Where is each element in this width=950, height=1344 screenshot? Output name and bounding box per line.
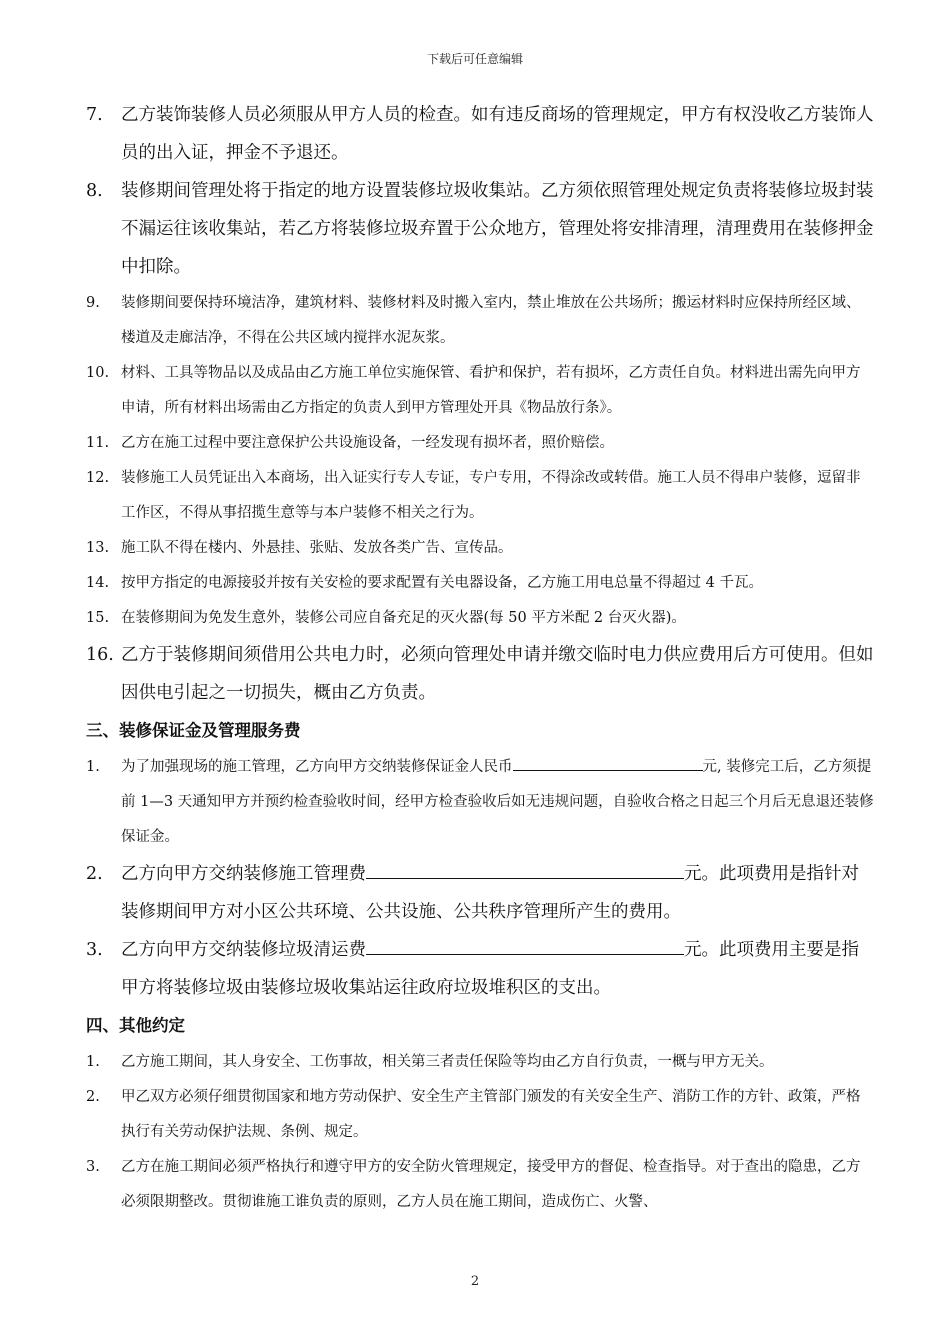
clause-number: 10. [86, 365, 110, 381]
clause-number: 3. [86, 1159, 100, 1175]
other-clause-1 [86, 1045, 874, 1080]
clause-text: 材料、工具等物品以及成品由乙方施工单位实施保管、看护和保护，若有损坏，乙方责任自负。材料进出需先向甲方申请，所有材料出场需由乙方指定的负责人到甲方管理处开具《物品放行条》。 [121, 365, 861, 416]
section-4-heading: 四、其他约定 [86, 1016, 185, 1035]
section-4-list [86, 1045, 874, 1220]
clause-number: 12. [86, 470, 110, 486]
clause-number: 14. [86, 575, 110, 591]
clause-text: 施工队不得在楼内、外悬挂、张贴、发放各类广告、宣传品。 [121, 540, 513, 556]
clause-12 [86, 461, 874, 531]
clause-text-after: 元。此项费用是指针对装修期间甲方对小区公共环境、公共设施、公共秩序管理所产生的费用。 [121, 864, 859, 922]
clause-list-part1 [86, 96, 874, 712]
clause-15 [86, 601, 874, 636]
clause-9 [86, 286, 874, 356]
clause-text-after: 元, 装修完工后，乙方须提前 1—3 天通知甲方并预约检查验收时间，经甲方检查验收后如无违规问题，自验收合格之日起三个月后无息退还装修保证金。 [121, 759, 874, 845]
clause-text-before: 乙方向甲方交纳装修施工管理费 [121, 864, 366, 884]
clause-number: 2. [86, 1089, 100, 1105]
section-3-heading: 三、装修保证金及管理服务费 [86, 721, 301, 740]
garbage-fee-blank[interactable] [366, 936, 684, 955]
clause-number: 13. [86, 540, 110, 556]
clause-text-before: 为了加强现场的施工管理，乙方向甲方交纳装修保证金人民币 [121, 759, 513, 775]
clause-number: 7. [86, 105, 103, 125]
clause-text [121, 931, 874, 1007]
clause-number: 9. [86, 295, 100, 311]
clause-text: 乙方装饰装修人员必须服从甲方人员的检查。如有违反商场的管理规定，甲方有权没收乙方装饰人员的出入证，押金不予退还。 [121, 105, 874, 163]
clause-text: 装修施工人员凭证出入本商场，出入证实行专人专证，专户专用，不得涂改或转借。施工人员不得串户装修，逗留非工作区，不得从事招揽生意等与本户装修不相关之行为。 [121, 470, 861, 521]
other-clause-3 [86, 1150, 874, 1220]
clause-text: 装修期间管理处将于指定的地方设置装修垃圾收集站。乙方须依照管理处规定负责将装修垃圾封装不漏运往该收集站，若乙方将装修垃圾弃置于公众地方，管理处将安排清理，清理费用在装修押金中扣除。 [121, 181, 874, 277]
clause-11 [86, 426, 874, 461]
clause-text: 乙方施工期间，其人身安全、工伤事故，相关第三者责任保险等均由乙方自行负责，一概与甲方无关。 [121, 1054, 774, 1070]
clause-number: 3. [86, 940, 103, 960]
clause-number: 1. [86, 1054, 100, 1070]
section-3-list [86, 750, 874, 1007]
clause-number: 2. [86, 864, 103, 884]
deposit-amount-blank[interactable] [513, 755, 703, 771]
clause-number: 16. [86, 645, 114, 665]
document-body [86, 96, 874, 1220]
other-clause-2 [86, 1080, 874, 1150]
clause-16 [86, 636, 874, 712]
clause-text [121, 750, 874, 855]
garbage-fee-clause [86, 931, 874, 1007]
deposit-clause [86, 750, 874, 855]
clause-number: 11. [86, 435, 110, 451]
management-fee-clause [86, 855, 874, 931]
clause-10 [86, 356, 874, 426]
clause-text: 装修期间要保持环境洁净，建筑材料、装修材料及时搬入室内，禁止堆放在公共场所；搬运材料时应保持所经区域、楼道及走廊洁净，不得在公共区域内搅拌水泥灰浆。 [121, 295, 861, 346]
clause-number: 15. [86, 610, 110, 626]
clause-text: 乙方于装修期间须借用公共电力时，必须向管理处申请并缴交临时电力供应费用后方可使用。但如因供电引起之一切损失，概由乙方负责。 [121, 645, 874, 703]
clause-8 [86, 172, 874, 286]
management-fee-blank[interactable] [366, 860, 684, 879]
clause-text-after: 元。此项费用主要是指甲方将装修垃圾由装修垃圾收集站运往政府垃圾堆积区的支出。 [121, 940, 859, 998]
page-number: 2 [470, 1274, 480, 1289]
clause-14 [86, 566, 874, 601]
clause-text: 乙方在施工过程中要注意保护公共设施设备，一经发现有损坏者，照价赔偿。 [121, 435, 614, 451]
clause-number: 1. [86, 759, 100, 775]
clause-text: 在装修期间为免发生意外，装修公司应自备充足的灭火器(每 50 平方米配 2 台灭火器)。 [121, 610, 686, 626]
clause-number: 8. [86, 181, 103, 201]
clause-text: 乙方在施工期间必须严格执行和遵守甲方的安全防火管理规定，接受甲方的督促、检查指导。对于查出的隐患，乙方必须限期整改。贯彻谁施工谁负责的原则，乙方人员在施工期间，造成伤亡、火警、 [121, 1159, 861, 1210]
clause-text-before: 乙方向甲方交纳装修垃圾清运费 [121, 940, 366, 960]
page-header: 下载后可任意编辑 [426, 52, 523, 66]
clause-text: 按甲方指定的电源接驳并按有关安检的要求配置有关电器设备，乙方施工用电总量不得超过 4 千瓦。 [121, 575, 763, 591]
clause-13 [86, 531, 874, 566]
clause-text: 甲乙双方必须仔细贯彻国家和地方劳动保护、安全生产主管部门颁发的有关安全生产、消防工作的方针、政策，严格执行有关劳动保护法规、条例、规定。 [121, 1089, 861, 1140]
clause-text [121, 855, 874, 931]
clause-7 [86, 96, 874, 172]
